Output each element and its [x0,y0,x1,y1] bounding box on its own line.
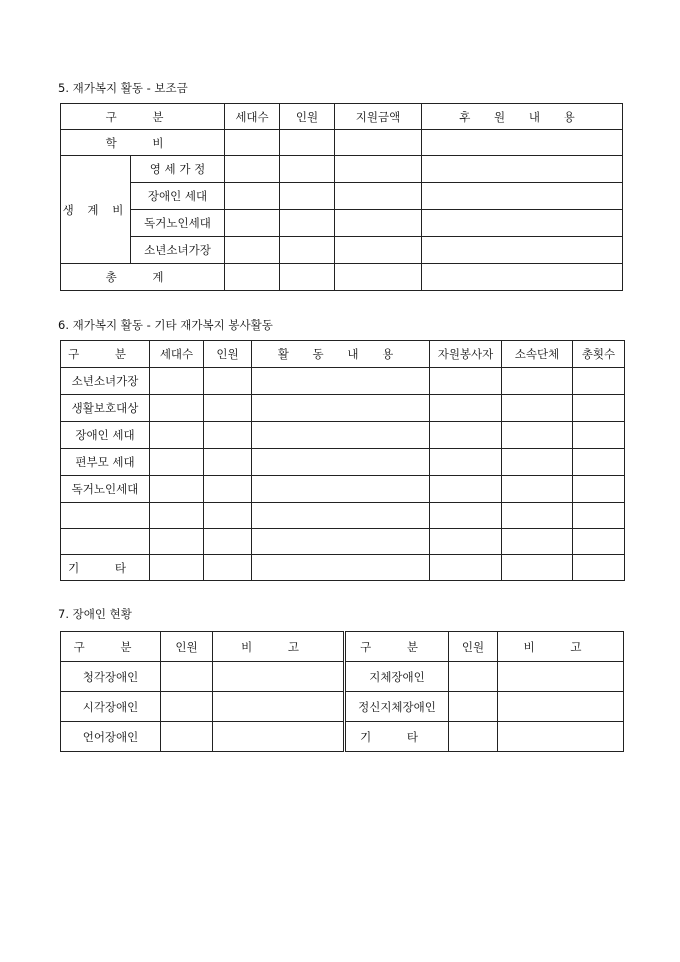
cell[interactable] [161,692,213,722]
header-support-details: 후 원 내 용 [422,104,623,130]
cell[interactable] [449,722,498,752]
cell[interactable] [204,422,252,449]
table-row [61,476,625,503]
cell[interactable] [422,130,623,156]
header-remarks-right: 비 고 [498,632,624,662]
table-row [61,692,624,722]
cell[interactable] [430,449,502,476]
disability-status-table [60,631,624,752]
table-row [61,264,623,291]
cell[interactable] [335,210,422,237]
cell[interactable] [502,395,573,422]
cell[interactable] [422,183,623,210]
cell[interactable] [161,662,213,692]
cell[interactable] [204,529,252,555]
cell[interactable] [225,183,280,210]
cell[interactable] [252,476,430,503]
cell[interactable] [150,395,204,422]
cell[interactable] [252,422,430,449]
cell[interactable] [335,183,422,210]
table-row [61,555,625,581]
row-label: 독거노인세대 [61,476,150,503]
cell[interactable] [573,476,625,503]
cell[interactable] [150,555,204,581]
cell[interactable] [204,476,252,503]
cell[interactable] [573,555,625,581]
cell[interactable] [252,449,430,476]
table-row [61,422,625,449]
cell[interactable] [252,395,430,422]
cell[interactable] [335,237,422,264]
row-label: 언어장애인 [61,722,161,752]
cell[interactable] [430,503,502,529]
cell[interactable] [422,156,623,183]
cell[interactable] [502,476,573,503]
header-people: 인원 [204,341,252,368]
cell[interactable] [225,210,280,237]
cell[interactable] [449,662,498,692]
cell[interactable] [280,210,335,237]
cell[interactable] [430,529,502,555]
row-label: 지체장애인 [345,662,449,692]
cell[interactable] [280,130,335,156]
header-people: 인원 [280,104,335,130]
header-organization: 소속단체 [502,341,573,368]
row-label: 생활보호대상 [61,395,150,422]
table-row [61,449,625,476]
cell[interactable] [430,476,502,503]
cell[interactable] [150,503,204,529]
table-row [61,529,625,555]
cell[interactable] [573,395,625,422]
cell[interactable] [502,555,573,581]
cell[interactable] [335,130,422,156]
cell[interactable] [280,264,335,291]
cell[interactable] [502,449,573,476]
table-row [61,395,625,422]
cell[interactable] [280,237,335,264]
table-row [61,237,623,264]
row-label-tuition: 학 비 [61,130,225,156]
subsidy-table [60,103,623,291]
cell[interactable] [225,264,280,291]
cell[interactable] [213,692,345,722]
cell[interactable] [573,422,625,449]
cell[interactable] [422,237,623,264]
row-label-total: 총 계 [61,264,225,291]
cell[interactable] [280,183,335,210]
row-label [61,529,150,555]
header-category: 구 분 [61,341,150,368]
table-row [61,156,623,183]
cell[interactable] [335,264,422,291]
section5-title: 5. 재가복지 활동 - 보조금 [58,81,188,95]
table-row [61,662,624,692]
row-label: 소년소녀가장 [61,368,150,395]
cell[interactable] [150,529,204,555]
cell[interactable] [573,529,625,555]
cell[interactable] [161,722,213,752]
header-households: 세대수 [225,104,280,130]
table-row [61,183,623,210]
row-label: 시각장애인 [61,692,161,722]
cell[interactable] [150,449,204,476]
cell[interactable] [449,692,498,722]
cell[interactable] [502,503,573,529]
cell[interactable] [502,422,573,449]
row-label: 장애인 세대 [61,422,150,449]
table-row [61,130,623,156]
row-label: 독거노인세대 [131,210,225,237]
row-label-other: 기 타 [61,555,150,581]
cell[interactable] [573,368,625,395]
row-label: 소년소녀가장 [131,237,225,264]
cell[interactable] [498,662,624,692]
cell[interactable] [335,156,422,183]
cell[interactable] [204,503,252,529]
row-label: 편부모 세대 [61,449,150,476]
cell[interactable] [502,368,573,395]
header-households: 세대수 [150,341,204,368]
header-category-right: 구 분 [345,632,449,662]
cell[interactable] [422,264,623,291]
table-row [61,210,623,237]
cell[interactable] [252,503,430,529]
cell[interactable] [204,368,252,395]
header-people-left: 인원 [161,632,213,662]
cell[interactable] [225,237,280,264]
cell[interactable] [573,449,625,476]
section7-title: 7. 장애인 현황 [58,607,132,621]
cell[interactable] [150,368,204,395]
row-label: 영 세 가 정 [131,156,225,183]
header-volunteers: 자원봉사자 [430,341,502,368]
row-label [61,503,150,529]
cell[interactable] [225,156,280,183]
header-activity: 활 동 내 용 [252,341,430,368]
cell[interactable] [422,210,623,237]
row-group-living: 생 계 비 [61,156,131,264]
header-people-right: 인원 [449,632,498,662]
row-label: 장애인 세대 [131,183,225,210]
cell[interactable] [280,156,335,183]
cell[interactable] [252,555,430,581]
cell[interactable] [430,395,502,422]
row-label-other: 기 타 [345,722,449,752]
cell[interactable] [204,395,252,422]
cell[interactable] [430,422,502,449]
cell[interactable] [150,476,204,503]
cell[interactable] [252,368,430,395]
volunteer-activity-table [60,340,625,581]
cell[interactable] [204,555,252,581]
cell[interactable] [502,529,573,555]
cell[interactable] [573,503,625,529]
cell[interactable] [204,449,252,476]
header-category: 구 분 [61,104,225,130]
cell[interactable] [252,529,430,555]
cell[interactable] [498,722,624,752]
header-remarks-left: 비 고 [213,632,345,662]
table-row [61,722,624,752]
section6-title: 6. 재가복지 활동 - 기타 재가복지 봉사활동 [58,318,273,332]
cell[interactable] [430,368,502,395]
header-category-left: 구 분 [61,632,161,662]
table-row [61,503,625,529]
header-amount: 지원금액 [335,104,422,130]
cell[interactable] [150,422,204,449]
header-total-count: 총횟수 [573,341,625,368]
cell[interactable] [430,555,502,581]
table-row [61,368,625,395]
row-label: 정신지체장애인 [345,692,449,722]
cell[interactable] [213,722,345,752]
cell[interactable] [498,692,624,722]
row-label: 청각장애인 [61,662,161,692]
cell[interactable] [225,130,280,156]
cell[interactable] [213,662,345,692]
